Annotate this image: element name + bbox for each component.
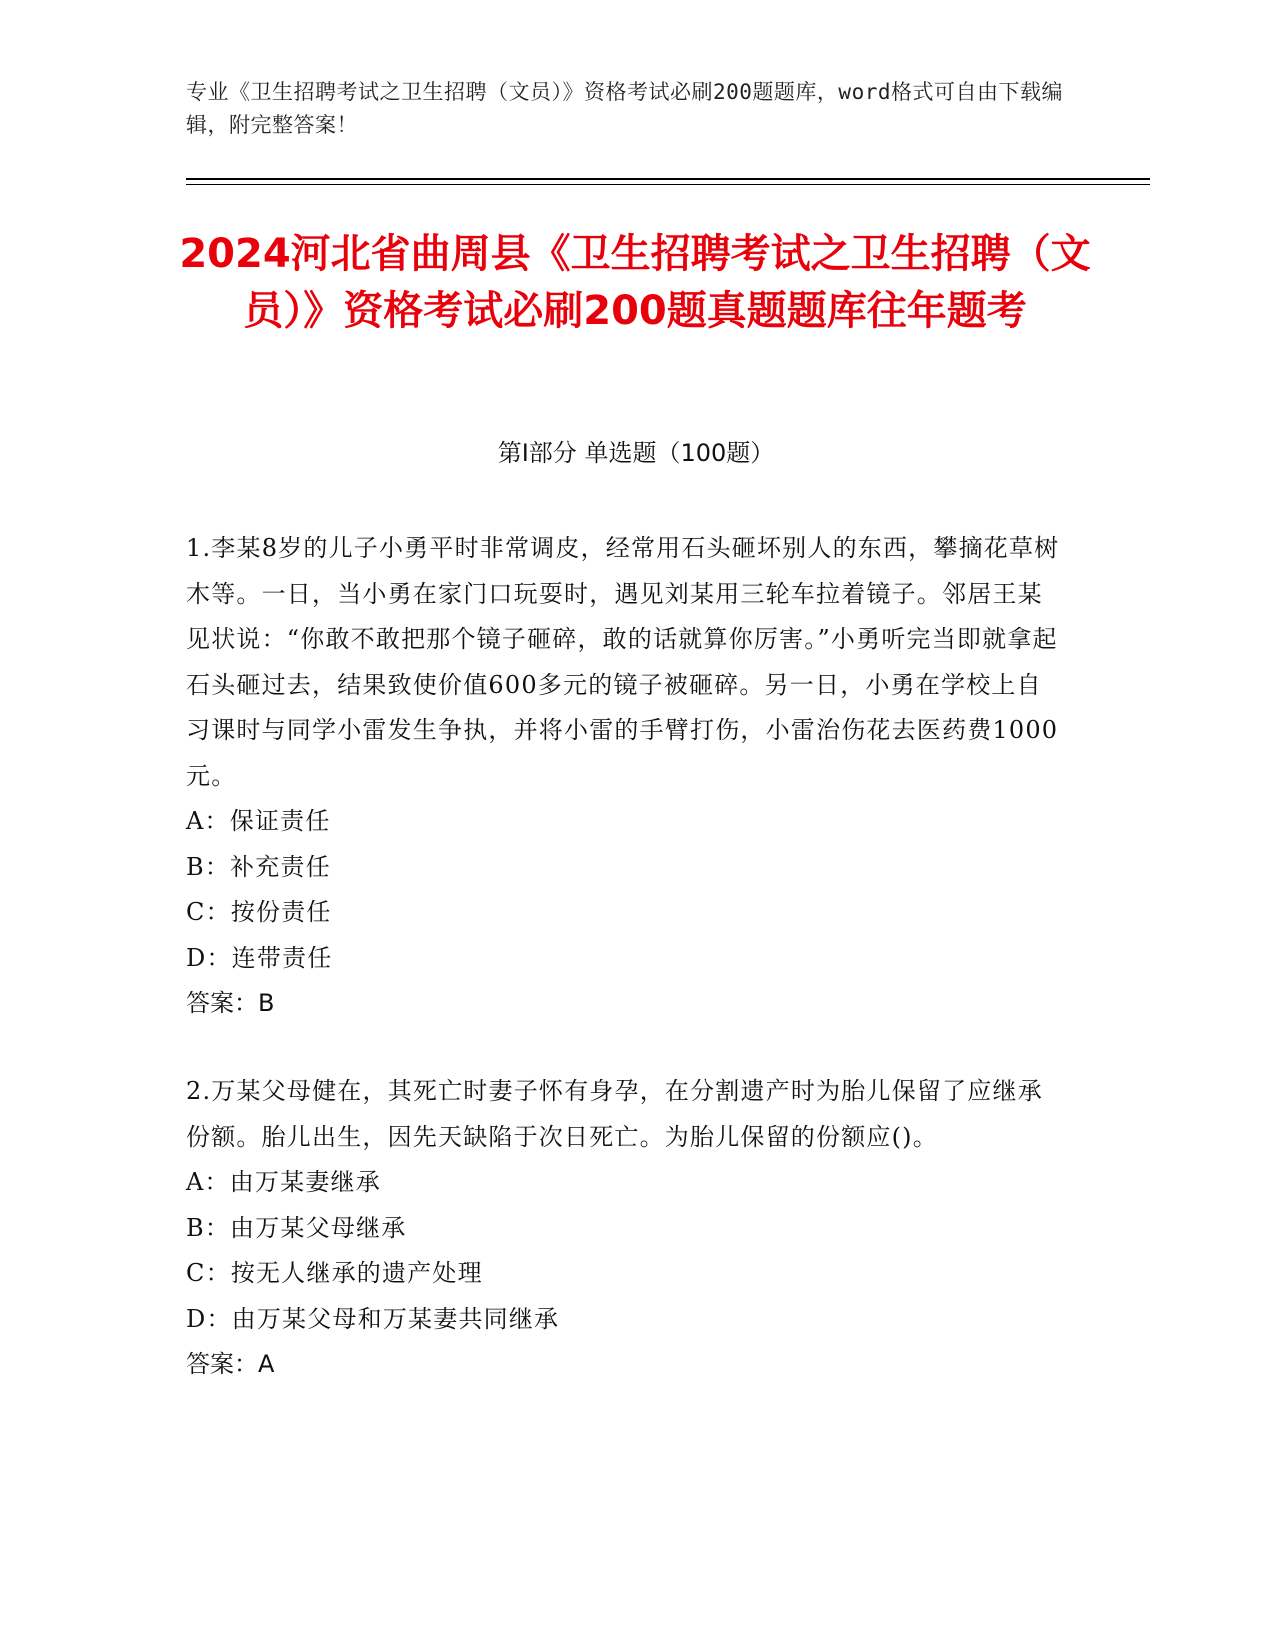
option-a: A：由万某妻继承 xyxy=(186,1168,381,1196)
header-divider-thick xyxy=(186,178,1150,180)
option-b: B：补充责任 xyxy=(186,852,331,881)
question-stem: 2.万某父母健在，其死亡时妻子怀有身孕，在分割遗产时为胎儿保留了应继承份额。胎儿出生，因先天缺陷于次日死亡。为胎儿保留的份额应()。 xyxy=(186,1077,1043,1151)
option-c: C：按份责任 xyxy=(186,898,332,926)
header-divider-thin xyxy=(186,184,1150,185)
option-a: A：保证责任 xyxy=(186,807,331,835)
option-b: B：由万某父母继承 xyxy=(186,1213,407,1242)
answer: 答案：A xyxy=(186,1350,275,1378)
option-d: D：由万某父母和万某妻共同继承 xyxy=(186,1304,560,1333)
section-heading: 第I部分 单选题（100题） xyxy=(497,439,775,467)
question-1 xyxy=(186,526,1066,1027)
header-note: 专业《卫生招聘考试之卫生招聘（文员）》资格考试必刷200题题库，word格式可自由下载编辑，附完整答案！ xyxy=(186,80,1063,137)
document-title: 2024河北省曲周县《卫生招聘考试之卫生招聘（文员）》资格考试必刷200题真题题库往年题考 xyxy=(179,231,1091,334)
option-d: D：连带责任 xyxy=(186,943,333,972)
question-2 xyxy=(186,1069,1066,1388)
answer: 答案：B xyxy=(186,989,275,1017)
option-c: C：按无人继承的遗产处理 xyxy=(186,1259,483,1287)
question-stem: 1.李某8岁的儿子小勇平时非常调皮，经常用石头砸坏别人的东西，攀摘花草树木等。一日，当小勇在家门口玩耍时，遇见刘某用三轮车拉着镜子。邻居王某见状说：“你敢不敢把那个镜子砸碎，敢的话就算你厉害。”小勇听完当即就拿起石头砸过去，结果致使价值600多元的镜子被砸碎。另一日，小勇在学校上自习课时与同学小雷发生争执，并将小雷的手臂打伤，小雷治伤花去医药费1000元。 xyxy=(186,534,1060,790)
